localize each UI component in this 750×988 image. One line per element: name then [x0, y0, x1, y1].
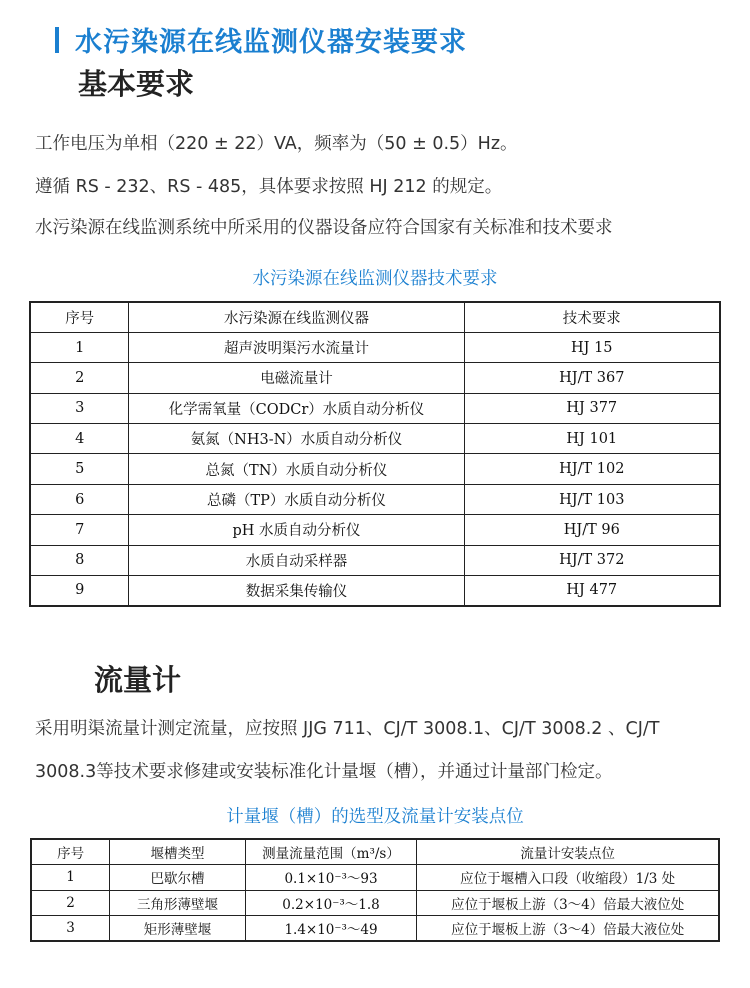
header-cell: 技术要求 — [464, 302, 720, 332]
table-row — [30, 484, 720, 514]
paragraph-standards: 水污染源在线监测系统中所采用的仪器设备应符合国家有关标准和技术要求 — [35, 218, 613, 238]
table-cell: 化学需氧量（CODCr）水质自动分析仪 — [129, 393, 464, 423]
paragraph-voltage: 工作电压为单相（220 ± 22）VA，频率为（50 ± 0.5）Hz。 — [35, 134, 518, 154]
table-cell: 7 — [30, 515, 129, 545]
table-row — [31, 865, 719, 891]
table-cell: 6 — [30, 484, 129, 514]
header-cell: 水污染源在线监测仪器 — [129, 302, 464, 332]
table-row — [30, 576, 720, 606]
table-cell: HJ/T 367 — [464, 363, 720, 393]
table-cell: 4 — [30, 424, 129, 454]
table-row — [30, 515, 720, 545]
header-cell: 序号 — [30, 302, 129, 332]
table-cell: HJ/T 96 — [464, 515, 720, 545]
table-cell: 氨氮（NH3-N）水质自动分析仪 — [129, 424, 464, 454]
table-row — [30, 363, 720, 393]
table-cell: 9 — [30, 576, 129, 606]
header-cell: 测量流量范围（m³/s） — [245, 839, 417, 865]
header-cell: 序号 — [31, 839, 110, 865]
paragraph-interface: 遵循 RS - 232、RS - 485，具体要求按照 HJ 212 的规定。 — [35, 177, 503, 197]
paragraph-flowmeter-line1: 采用明渠流量计测定流量，应按照 JJG 711、CJ/T 3008.1、CJ/T 3008.2 、CJ/T — [35, 719, 660, 739]
table-cell: 总氮（TN）水质自动分析仪 — [129, 454, 464, 484]
table-cell: 1 — [30, 332, 129, 362]
table-row — [30, 545, 720, 575]
table-header-row — [30, 302, 720, 332]
table-cell: 巴歇尔槽 — [110, 865, 246, 891]
table-cell: 应位于堰板上游（3～4）倍最大液位处 — [417, 890, 719, 916]
table-cell: 3 — [30, 393, 129, 423]
page-header — [55, 20, 467, 59]
table-cell: 5 — [30, 454, 129, 484]
page-title: 水污染源在线监测仪器安装要求 — [75, 27, 467, 58]
table-row — [31, 916, 719, 942]
paragraph-flowmeter-line2: 3008.3等技术要求修建或安装标准化计量堰（槽），并通过计量部门检定。 — [35, 762, 613, 782]
table-cell: 应位于堰板上游（3～4）倍最大液位处 — [417, 916, 719, 942]
table-cell: 8 — [30, 545, 129, 575]
table-cell: 1.4×10⁻³～49 — [245, 916, 417, 942]
table-cell: 2 — [30, 363, 129, 393]
table-row — [31, 890, 719, 916]
table-cell: 3 — [31, 916, 110, 942]
table-row — [30, 424, 720, 454]
table-cell: HJ/T 102 — [464, 454, 720, 484]
table-header-row — [31, 839, 719, 865]
table-cell: 矩形薄壁堰 — [110, 916, 246, 942]
table-cell: 水质自动采样器 — [129, 545, 464, 575]
table-cell: 2 — [31, 890, 110, 916]
table-cell: 0.2×10⁻³～1.8 — [245, 890, 417, 916]
section-heading-basic: 基本要求 — [78, 67, 195, 101]
table-cell: pH 水质自动分析仪 — [129, 515, 464, 545]
table-cell: HJ/T 103 — [464, 484, 720, 514]
table-caption-instruments: 水污染源在线监测仪器技术要求 — [252, 269, 498, 289]
table-row — [30, 393, 720, 423]
table-cell: HJ 377 — [464, 393, 720, 423]
header-cell: 流量计安装点位 — [417, 839, 719, 865]
title-accent-bar — [55, 27, 59, 53]
table-cell: 1 — [31, 865, 110, 891]
table-cell: HJ 477 — [464, 576, 720, 606]
table-cell: HJ 101 — [464, 424, 720, 454]
table-caption-weirs: 计量堰（槽）的选型及流量计安装点位 — [226, 807, 524, 827]
table-cell: HJ 15 — [464, 332, 720, 362]
table-cell: 三角形薄壁堰 — [110, 890, 246, 916]
table-cell: 超声波明渠污水流量计 — [129, 332, 464, 362]
table-cell: 0.1×10⁻³～93 — [245, 865, 417, 891]
table-row — [30, 454, 720, 484]
section-heading-flowmeter: 流量计 — [94, 663, 182, 697]
table-cell: 总磷（TP）水质自动分析仪 — [129, 484, 464, 514]
table-cell: HJ/T 372 — [464, 545, 720, 575]
table-cell: 应位于堰槽入口段（收缩段）1/3 处 — [417, 865, 719, 891]
table-row — [30, 332, 720, 362]
table-cell: 数据采集传输仪 — [129, 576, 464, 606]
table-cell: 电磁流量计 — [129, 363, 464, 393]
header-cell: 堰槽类型 — [110, 839, 246, 865]
instrument-requirements-table — [29, 301, 721, 607]
weir-selection-table — [30, 838, 720, 942]
